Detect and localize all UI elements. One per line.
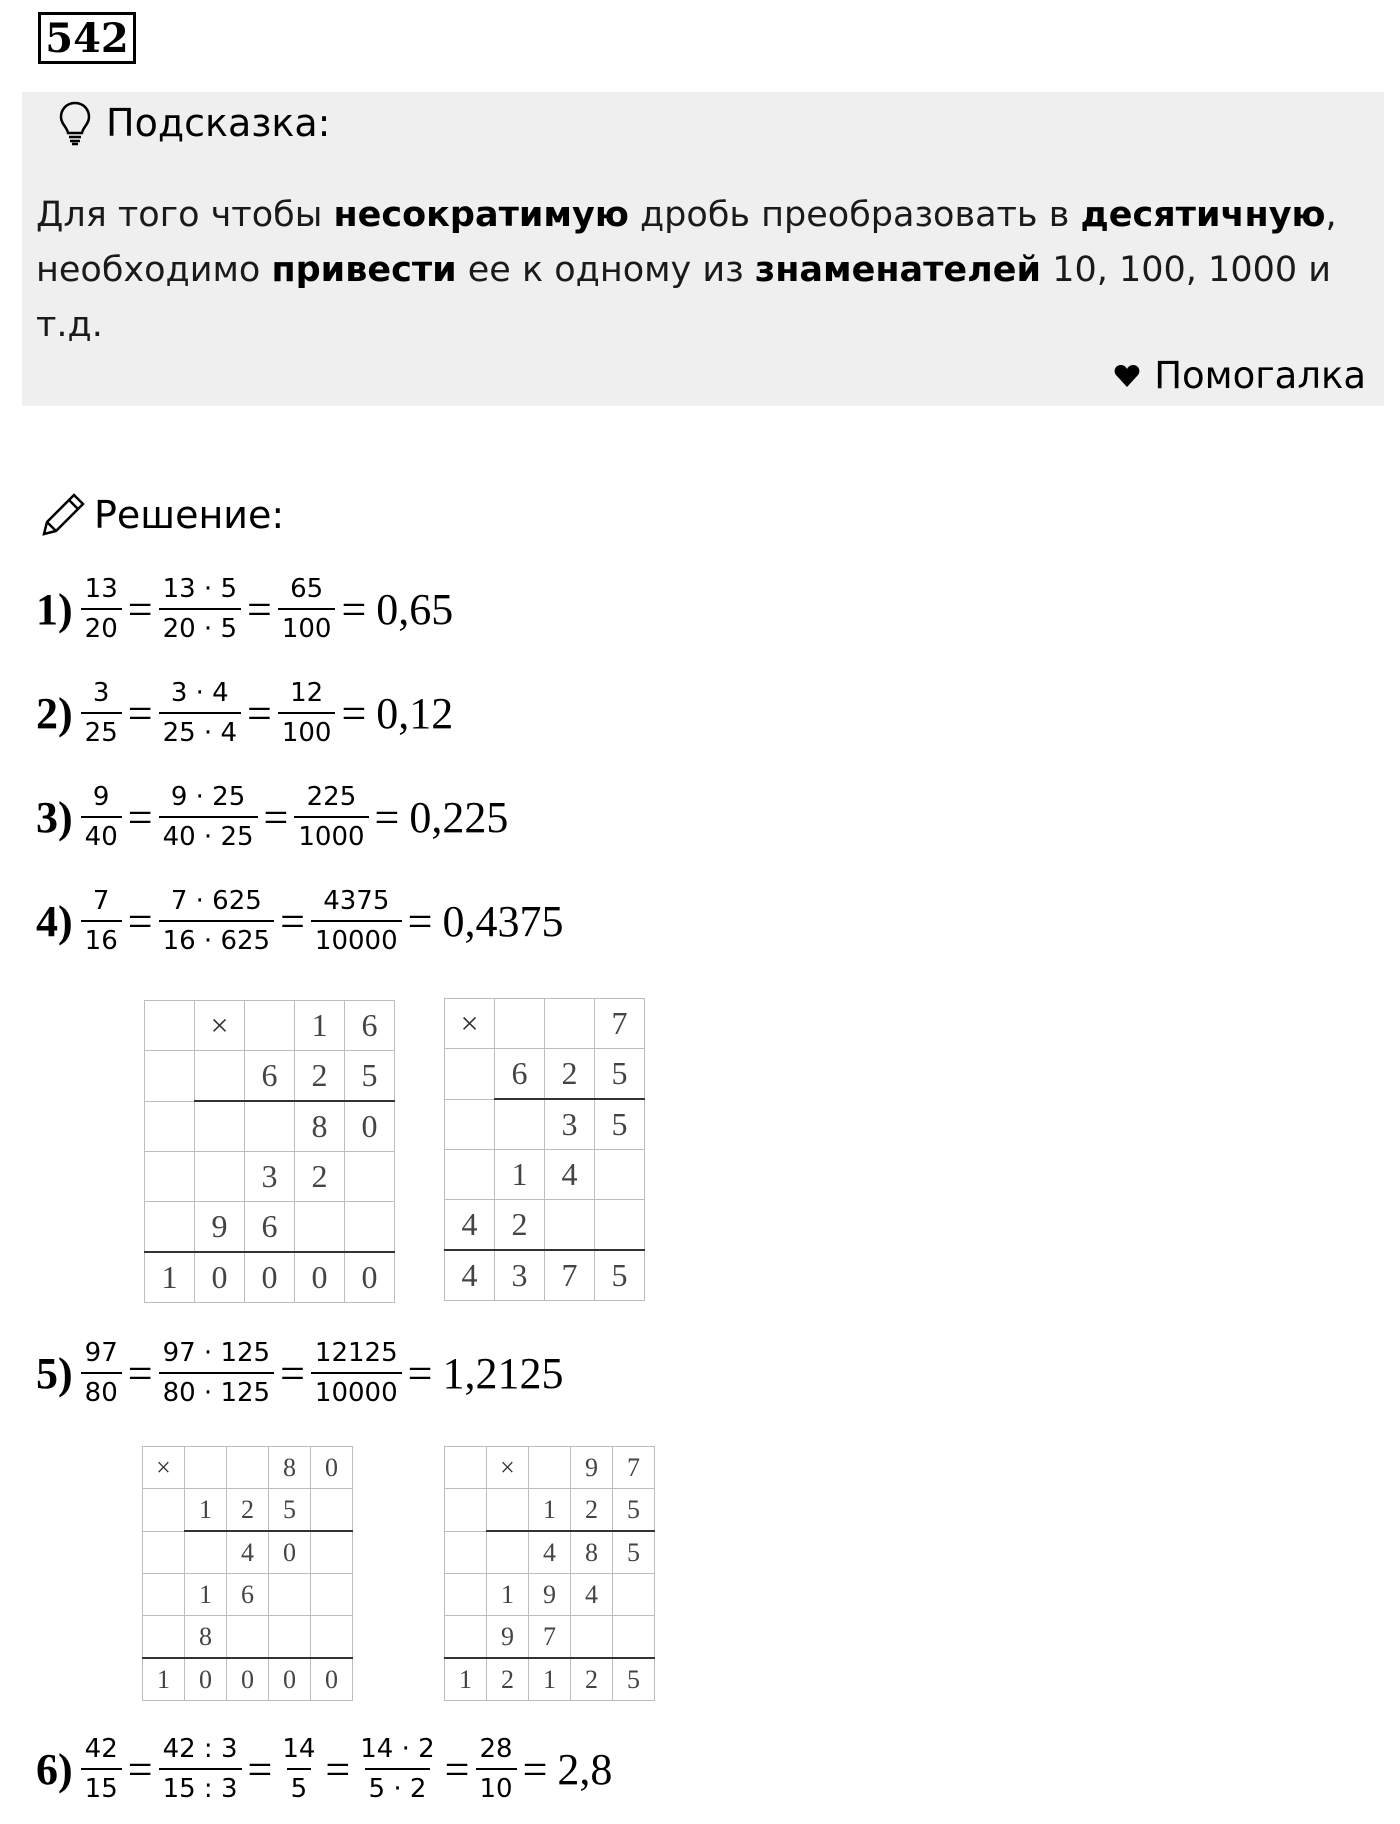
- grid-row: [445, 1658, 655, 1701]
- grid-cell: 8: [295, 1101, 345, 1152]
- grid-cell: [311, 1531, 353, 1574]
- hint-text-part: ее к одному из: [456, 250, 755, 290]
- hint-text-part: дробь преобразовать в: [628, 195, 1081, 235]
- grid-cell: 0: [311, 1447, 353, 1489]
- grid-cell: [311, 1574, 353, 1616]
- equation-label: 2): [36, 688, 73, 738]
- grid-cell: 0: [195, 1252, 245, 1303]
- grid-cell: [445, 1049, 495, 1100]
- grid-cell: [145, 1152, 195, 1202]
- equation-3: 3) $\frac{9}{40}$ = $\frac{9 \cdot 25}{40 \cdot 25}$ = $\frac{225}{1000}$ = 0,225: [36, 782, 509, 852]
- hint-keyword: привести: [271, 250, 457, 290]
- multiplication-grid-16x625: [144, 1000, 395, 1303]
- equation-2: 2) $\frac{3}{25}$ = $\frac{3 \cdot 4}{25 \cdot 4}$ = $\frac{12}{100}$ = 0,12: [36, 678, 454, 748]
- grid-cell: [545, 999, 595, 1049]
- solution-title: [38, 490, 284, 540]
- hint-keyword: десятичную: [1080, 195, 1326, 235]
- grid-cell: [295, 1202, 345, 1253]
- grid-cell: [487, 1531, 529, 1574]
- fraction: $\frac{13}{20}$: [81, 576, 122, 642]
- grid-cell: [143, 1616, 185, 1659]
- grid-cell: 5: [613, 1489, 655, 1532]
- grid-cell: [245, 1001, 295, 1051]
- helper-label-text: Помогалка: [1154, 354, 1366, 397]
- grid-cell: ×: [143, 1447, 185, 1489]
- grid-cell: 1: [143, 1658, 185, 1701]
- fraction: $\frac{14 \cdot 2}{5 \cdot 2}$: [360, 1734, 435, 1804]
- fraction: $\frac{42}{15}$: [81, 1736, 122, 1802]
- grid-row: [145, 1101, 395, 1152]
- grid-row: [143, 1531, 353, 1574]
- task-number: 542: [38, 12, 136, 64]
- grid-row: [445, 1447, 655, 1489]
- grid-cell: 5: [595, 1049, 645, 1100]
- grid-row: [445, 1616, 655, 1659]
- grid-cell: [613, 1616, 655, 1659]
- helper-link[interactable]: [1114, 354, 1366, 397]
- grid-cell: [245, 1101, 295, 1152]
- hint-text-part: , необходимо: [36, 195, 1337, 290]
- grid-cell: [195, 1152, 245, 1202]
- grid-cell: [185, 1531, 227, 1574]
- grid-cell: 1: [529, 1658, 571, 1701]
- fraction: $\frac{7 \cdot 625}{16 \cdot 625}$: [159, 888, 275, 954]
- grid-cell: 0: [345, 1101, 395, 1152]
- equation-label: 5): [36, 1348, 73, 1398]
- hint-text-part: Для того чтобы: [36, 195, 334, 235]
- fraction: $\frac{4375}{10000}$: [311, 888, 402, 954]
- grid-cell: [495, 1099, 545, 1150]
- grid-cell: 1: [529, 1489, 571, 1532]
- equation-result: 0,225: [409, 792, 509, 842]
- grid-cell: 1: [495, 1150, 545, 1200]
- grid-cell: [445, 1150, 495, 1200]
- fraction: $\frac{13 \cdot 5}{20 \cdot 5}$: [159, 576, 241, 642]
- grid-row: [445, 1531, 655, 1574]
- grid-cell: [345, 1152, 395, 1202]
- grid-cell: ×: [445, 999, 495, 1049]
- grid-row: [445, 1099, 645, 1150]
- grid-cell: [495, 999, 545, 1049]
- fraction: $\frac{28}{10}$: [476, 1736, 517, 1802]
- grid-cell: 0: [227, 1658, 269, 1701]
- multiplication-grid-80x125: [142, 1446, 353, 1701]
- grid-cell: 4: [545, 1150, 595, 1200]
- grid-cell: [143, 1531, 185, 1574]
- fraction: $\frac{12}{100}$: [278, 680, 336, 746]
- grid-row: [143, 1447, 353, 1489]
- grid-cell: 9: [529, 1574, 571, 1616]
- grid-cell: [613, 1574, 655, 1616]
- grid-cell: [227, 1447, 269, 1489]
- equation-result: 1,2125: [442, 1348, 564, 1398]
- fraction: $\frac{97 \cdot 125}{80 \cdot 125}$: [159, 1340, 275, 1406]
- grid-cell: [595, 1200, 645, 1251]
- grid-row: [445, 999, 645, 1049]
- grid-cell: 2: [545, 1049, 595, 1100]
- hint-text-part: 10, 100, 1000 и т.д.: [36, 250, 1331, 345]
- fraction: $\frac{3 \cdot 4}{25 \cdot 4}$: [159, 680, 241, 746]
- equation-result: 0,65: [376, 584, 454, 634]
- equation-4: 4) $\frac{7}{16}$ = $\frac{7 \cdot 625}{16 \cdot 625}$ = $\frac{4375}{10000}$ = 0,4375: [36, 886, 564, 956]
- grid-row: [145, 1001, 395, 1051]
- grid-row: [143, 1574, 353, 1616]
- grid-cell: [445, 1447, 487, 1489]
- grid-cell: ×: [487, 1447, 529, 1489]
- grid-row: [445, 1574, 655, 1616]
- lightbulb-icon: [58, 100, 92, 146]
- grid-cell: [445, 1099, 495, 1150]
- grid-cell: 3: [545, 1099, 595, 1150]
- grid-cell: 2: [495, 1200, 545, 1251]
- grid-cell: 4: [445, 1250, 495, 1301]
- grid-cell: 4: [227, 1531, 269, 1574]
- grid-cell: 1: [145, 1252, 195, 1303]
- equation-label: 4): [36, 896, 73, 946]
- equation-1: 1) $\frac{13}{20}$ = $\frac{13 \cdot 5}{20 \cdot 5}$ = $\frac{65}{100}$ = 0,65: [36, 574, 454, 644]
- equation-label: 6): [36, 1744, 73, 1794]
- solution-title-text: Решение:: [94, 493, 285, 537]
- grid-cell: 9: [487, 1616, 529, 1659]
- grid-cell: 2: [487, 1658, 529, 1701]
- grid-row: [145, 1252, 395, 1303]
- grid-cell: 8: [269, 1447, 311, 1489]
- grid-row: [143, 1489, 353, 1532]
- fraction: $\frac{7}{16}$: [81, 888, 122, 954]
- grid-cell: 4: [529, 1531, 571, 1574]
- fraction: $\frac{42 : 3}{15 : 3}$: [159, 1736, 242, 1802]
- grid-cell: [445, 1616, 487, 1659]
- grid-row: [143, 1658, 353, 1701]
- grid-cell: 7: [529, 1616, 571, 1659]
- equation-result: 0,12: [376, 688, 454, 738]
- grid-cell: [145, 1101, 195, 1152]
- grid-cell: 0: [185, 1658, 227, 1701]
- grid-cell: [311, 1489, 353, 1532]
- grid-cell: [269, 1616, 311, 1659]
- grid-cell: 2: [227, 1489, 269, 1532]
- heart-icon: [1114, 364, 1140, 388]
- grid-row: [145, 1051, 395, 1102]
- equation-label: 1): [36, 584, 73, 634]
- grid-row: [445, 1150, 645, 1200]
- grid-cell: 3: [495, 1250, 545, 1301]
- grid-cell: 2: [295, 1051, 345, 1102]
- grid-cell: 7: [545, 1250, 595, 1301]
- grid-cell: [571, 1616, 613, 1659]
- fraction: $\frac{3}{25}$: [81, 680, 122, 746]
- hint-box: [22, 92, 1384, 406]
- grid-cell: [595, 1150, 645, 1200]
- grid-cell: [195, 1101, 245, 1152]
- grid-cell: 8: [185, 1616, 227, 1659]
- grid-cell: 1: [185, 1489, 227, 1532]
- equation-result: 0,4375: [442, 896, 564, 946]
- grid-cell: [269, 1574, 311, 1616]
- grid-cell: [529, 1447, 571, 1489]
- hint-keyword: знаменателей: [754, 250, 1042, 290]
- pencil-icon: [38, 490, 88, 540]
- equation-result: 2,8: [557, 1744, 613, 1794]
- fraction: $\frac{65}{100}$: [278, 576, 336, 642]
- grid-cell: 4: [571, 1574, 613, 1616]
- grid-cell: 9: [571, 1447, 613, 1489]
- equation-6: 6) $\frac{42}{15}$ = $\frac{42 : 3}{15 : 3}$ = $\frac{14}{5}$ = $\frac{14 \cdot 2}{5 \cdot 2}$ = $\frac{28}{10}$ = 2,8: [36, 1734, 613, 1804]
- grid-cell: [143, 1489, 185, 1532]
- grid-cell: [445, 1531, 487, 1574]
- grid-cell: 1: [295, 1001, 345, 1051]
- grid-cell: 0: [269, 1658, 311, 1701]
- multiplication-grid-97x125: [444, 1446, 655, 1701]
- grid-cell: [345, 1202, 395, 1253]
- grid-cell: 1: [445, 1658, 487, 1701]
- hint-keyword: несократимую: [333, 195, 629, 235]
- equation-label: 3): [36, 792, 73, 842]
- fraction: $\frac{9}{40}$: [81, 784, 122, 850]
- fraction: $\frac{12125}{10000}$: [311, 1340, 402, 1406]
- grid-cell: [487, 1489, 529, 1532]
- grid-row: [445, 1049, 645, 1100]
- equation-5: 5) $\frac{97}{80}$ = $\frac{97 \cdot 125}{80 \cdot 125}$ = $\frac{12125}{10000}$ = 1,2125: [36, 1338, 564, 1408]
- grid-cell: 5: [269, 1489, 311, 1532]
- grid-cell: [195, 1051, 245, 1102]
- grid-cell: 6: [227, 1574, 269, 1616]
- grid-cell: 6: [495, 1049, 545, 1100]
- grid-cell: 6: [245, 1051, 295, 1102]
- grid-row: [143, 1616, 353, 1659]
- grid-row: [145, 1202, 395, 1253]
- grid-cell: 5: [345, 1051, 395, 1102]
- grid-cell: 7: [613, 1447, 655, 1489]
- fraction: $\frac{97}{80}$: [81, 1340, 122, 1406]
- grid-row: [145, 1152, 395, 1202]
- grid-cell: 1: [487, 1574, 529, 1616]
- grid-cell: 5: [595, 1099, 645, 1150]
- grid-cell: 7: [595, 999, 645, 1049]
- grid-cell: 1: [185, 1574, 227, 1616]
- fraction: $\frac{225}{1000}$: [294, 784, 368, 850]
- fraction: $\frac{14}{5}$: [282, 1734, 316, 1804]
- grid-cell: 2: [295, 1152, 345, 1202]
- grid-cell: 5: [613, 1531, 655, 1574]
- grid-cell: [445, 1489, 487, 1532]
- grid-cell: [445, 1574, 487, 1616]
- grid-cell: 6: [245, 1202, 295, 1253]
- grid-cell: 2: [571, 1489, 613, 1532]
- grid-cell: [145, 1202, 195, 1253]
- grid-cell: [143, 1574, 185, 1616]
- grid-cell: 3: [245, 1152, 295, 1202]
- grid-cell: 0: [269, 1531, 311, 1574]
- grid-cell: 0: [245, 1252, 295, 1303]
- hint-title: [58, 100, 330, 146]
- grid-cell: 9: [195, 1202, 245, 1253]
- grid-cell: [311, 1616, 353, 1659]
- grid-cell: 8: [571, 1531, 613, 1574]
- grid-cell: 0: [345, 1252, 395, 1303]
- multiplication-grid-7x625: [444, 998, 645, 1301]
- grid-cell: 5: [613, 1658, 655, 1701]
- grid-cell: 0: [311, 1658, 353, 1701]
- grid-cell: [185, 1447, 227, 1489]
- fraction: $\frac{9 \cdot 25}{40 \cdot 25}$: [159, 784, 258, 850]
- grid-cell: [145, 1001, 195, 1051]
- grid-cell: 5: [595, 1250, 645, 1301]
- grid-cell: [227, 1616, 269, 1659]
- grid-row: [445, 1489, 655, 1532]
- grid-row: [445, 1200, 645, 1251]
- hint-text: [36, 188, 1356, 353]
- grid-cell: 6: [345, 1001, 395, 1051]
- grid-cell: [545, 1200, 595, 1251]
- grid-cell: 2: [571, 1658, 613, 1701]
- grid-cell: ×: [195, 1001, 245, 1051]
- grid-row: [445, 1250, 645, 1301]
- grid-cell: 4: [445, 1200, 495, 1251]
- grid-cell: 0: [295, 1252, 345, 1303]
- grid-cell: [145, 1051, 195, 1102]
- hint-title-text: Подсказка:: [106, 101, 331, 145]
